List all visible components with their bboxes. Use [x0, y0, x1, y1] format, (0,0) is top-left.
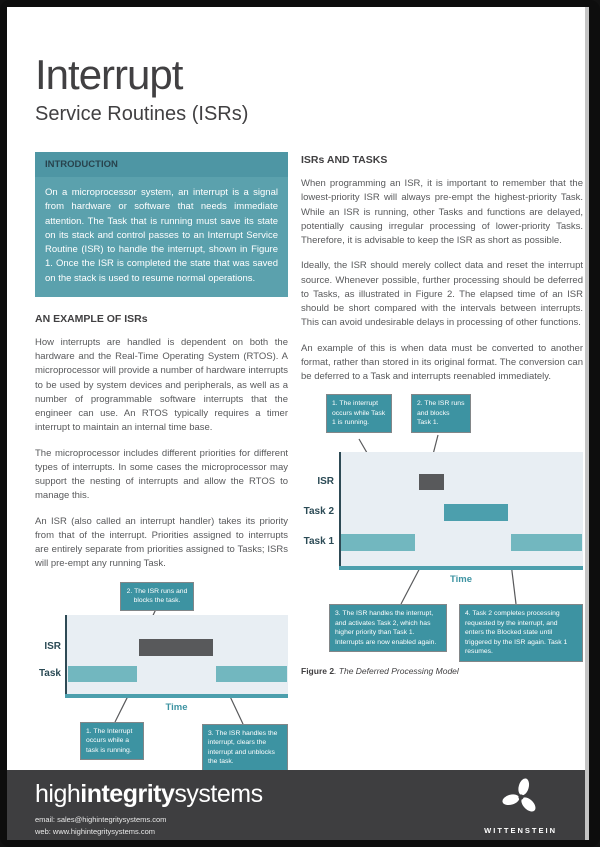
figure1-time-label: Time — [165, 701, 188, 713]
example-paragraph-2: The microprocessor includes different priorities for different types of interrupts. In some cases the microprocessor may support the nesting of interrupts and allow the RTOS to manage this. — [35, 447, 288, 502]
figure1-callout-2: 2. The ISR runs and blocks the task. — [120, 582, 194, 611]
isrs-tasks-paragraph-3: An example of this is when data must be converted to another format, rather than stored in its original format. The conversion can be deferred to a Task and interrupts reenabled immediately. — [301, 342, 583, 382]
page-title: Interrupt — [35, 51, 183, 98]
figure1-task-bar-before — [68, 666, 137, 682]
wittenstein-logo — [484, 776, 557, 835]
figure1-task-label: Task — [38, 667, 61, 679]
example-paragraph-3: An ISR (also called an interrupt handler) takes its priority from that of the interrupt. Priorities assigned to interrupts are entirely separate from priorities assigned to Tasks; ISRs will pre-empt any running Task. — [35, 515, 288, 570]
introduction-box — [35, 152, 288, 297]
isrs-tasks-heading: ISRs AND TASKS — [301, 154, 388, 166]
contact-web: web: www.highintegritysystems.com — [35, 826, 156, 836]
figure2-callout-3: 3. The ISR handles the interrupt, and activates Task 2, which has higher priority than Task 1. Interrupts are now enabled again. — [329, 604, 447, 652]
logo-integrity: integrity — [80, 780, 175, 808]
left-column — [35, 152, 288, 784]
contact-email: email: sales@highintegritysystems.com — [35, 815, 167, 824]
figure2-task1-label: Task 1 — [303, 536, 334, 548]
figure2-y-axis — [339, 452, 341, 570]
figure2-time-label: Time — [449, 574, 472, 586]
figure2-task1-bar-after — [511, 534, 582, 551]
figure2-task1-bar-before — [341, 534, 415, 551]
introduction-heading: INTRODUCTION — [35, 152, 288, 177]
figure2-isr-bar — [419, 474, 444, 490]
figure2-caption — [301, 666, 459, 676]
figure2-isr-label: ISR — [317, 476, 334, 488]
isrs-tasks-paragraph-1: When programming an ISR, it is important to remember that the lowest-priority ISR will always pre-empt the highest-priority Task. While an ISR is running, other Tasks and functions are delayed, potentially causing irregular processing of lower-priority Tasks. Therefore, it is advisable to keep the ISR as short as possible. — [301, 178, 583, 246]
figure1-task-bar-after — [216, 666, 287, 682]
figure2-callout-4: 4. Task 2 completes processing requested by the interrupt, and enters the Blocked state until triggered by the ISR again. Task 1 resumes. — [459, 604, 583, 662]
figure2-caption-number: Figure 2 — [301, 666, 335, 677]
wittenstein-brand-text: WITTENSTEIN — [484, 826, 557, 835]
figure2-caption-text: . The Deferred Processing Model — [334, 666, 459, 677]
figure1-isr-label: ISR — [44, 640, 61, 652]
logo-high: high — [35, 780, 81, 808]
figure1-callout-1: 1. The Interrupt occurs while a task is running. — [80, 722, 144, 761]
content-columns — [7, 126, 585, 784]
figure1-callout-3: 3. The ISR handles the interrupt, clears the interrupt and unblocks the task. — [202, 724, 288, 772]
isrs-tasks-paragraph-2: Ideally, the ISR should merely collect data and reset the interrupt source. Whenever possible, further processing should be deferred to Tasks, as illustrated in Figure 2. The elapsed time of an ISR should be short compared with the intervals between interrupts. This can avoid undesirable delays in processing of other functions. — [301, 260, 583, 329]
figure2-task2-label: Task 2 — [303, 506, 334, 518]
figure2-task2-bar — [444, 504, 508, 521]
example-section-heading: AN EXAMPLE OF ISRs — [35, 312, 148, 325]
logo-systems: systems — [174, 780, 263, 808]
figure2-callout-1: 1. The interrupt occurs while Task 1 is running. — [326, 394, 392, 433]
right-column — [301, 152, 583, 784]
figure1-chart-area — [65, 615, 288, 698]
document-page — [7, 7, 589, 840]
figure1-y-axis — [65, 615, 67, 698]
figure2-x-axis — [339, 566, 583, 570]
figure-2 — [301, 394, 583, 682]
figure1-x-axis — [65, 694, 288, 698]
introduction-body: On a microprocessor system, an interrupt is a signal from hardware or software that needs immediate attention. The Task that is running must save its state on its stack and control passes to an Interrupt Service Routine (ISR) to handle the interrupt, shown in Figure 1. Once the ISR is completed the state that was saved on the stack is used to resume normal operations. — [45, 187, 278, 284]
figure-1 — [35, 582, 288, 784]
figure2-callout-2: 2. The ISR runs and blocks Task 1. — [411, 394, 471, 433]
document-header — [7, 7, 585, 126]
figure1-isr-bar — [139, 639, 213, 656]
wittenstein-logo-icon — [500, 776, 542, 818]
page-footer — [7, 770, 585, 840]
example-paragraph-1: How interrupts are handled is dependent on both the hardware and the Real-Time Operating System (RTOS). A microprocessor will provide a number of hardware interrupts to be used by system devices and peripherals, as well as a number of programmable software interrupts that the engineer can use. An RTOS typically requires a timer interrupt to maintain an internal time base. — [35, 336, 288, 434]
page-subtitle: Service Routines (ISRs) — [35, 103, 249, 125]
